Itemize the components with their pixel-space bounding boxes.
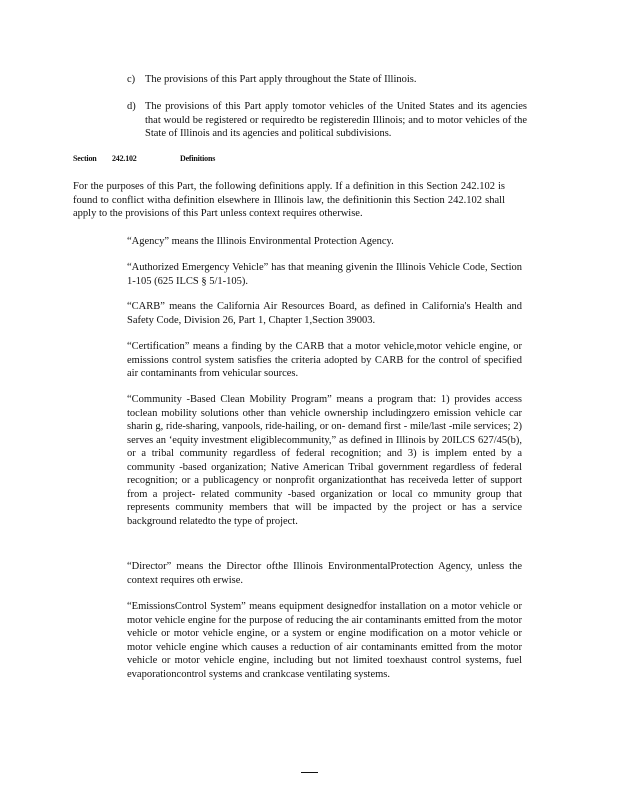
- footer-rule: [301, 772, 318, 773]
- definition-agency: “Agency” means the Illinois Environmental Protection Agency.: [127, 236, 394, 247]
- definition-community-based-clean-mobility-program: “Community -Based Clean Mobility Program” means a program that: 1) provides access toclean mobility solutions other than vehicle ownership includingzero emission vehicle car sharin g, ride-sharing, vanpools, ride-hailing, or on- demand first - mile/last -mile services; 2) serves an ‘equity investment eligiblecommunity,” as defined in Illinois by 20ILCS 627/45(b), or a tribal community regardless of federal recognition; and 3) is implem ented by a community -based organization; Native American Tribal government regardless of federal recognition; or a publicagency or nonprofit organizationthat has receiveda letter of support from a project- related community -based organization or local co mmunity group that represents community members that will be impacted by the project or has a service background relatedto the type of project.: [127, 394, 522, 527]
- section-label: Section: [73, 154, 97, 163]
- definition-director: “Director” means the Director ofthe Illinois EnvironmentalProtection Agency, unless the context requires oth erwise.: [127, 561, 522, 586]
- definition-emissions-control-system: “EmissionsControl System” means equipment designedfor installation on a motor vehicle or motor vehicle engine for the purpose of reducing the air contaminants emitted from the motor vehicle or motor vehicle engine, or a system or engine modification on a motor vehicle or motor vehicle engine which causes a reduction of air contaminants emitted from the motor vehicle or motor vehicle engine, including but not limited toexhaust control systems, fuel evaporationcontrol systems and crankcase ventilating systems.: [127, 601, 522, 680]
- list-marker: d): [127, 101, 136, 112]
- definition-carb: “CARB” means the California Air Resources Board, as defined in California's Health and Safety Code, Division 26, Part 1, Chapter 1,Section 39003.: [127, 301, 522, 326]
- definition-certification: “Certification” means a finding by the CARB that a motor vehicle,motor vehicle engine, or emissions control system satisfies the criteria adopted by CARB for the control of specified air contaminants from vehicular sources.: [127, 341, 522, 379]
- list-item-text: The provisions of this Part apply tomotor vehicles of the United States and its agencies that would be registered or requiredto be registeredin Illinois; and to motor vehicles of the State of Illinois and its agencies and political subdivisions.: [145, 101, 527, 139]
- list-item-d: [127, 100, 527, 141]
- section-title: Definitions: [180, 154, 216, 163]
- list-marker: c): [127, 74, 136, 85]
- list-item-c: [127, 73, 527, 87]
- list-item-text: The provisions of this Part apply throughout the State of Illinois.: [145, 74, 417, 85]
- intro-paragraph: For the purposes of this Part, the following definitions apply. If a definition in this Section 242.102 is found to conflict witha definition elsewhere in Illinois law, the definitionin this Section 242.102 shall apply to the provisions of this Part unless context requires otherwise.: [73, 181, 505, 219]
- section-number: 242.102: [112, 154, 137, 163]
- definition-authorized-emergency-vehicle: “Authorized Emergency Vehicle” has that meaning givenin the Illinois Vehicle Code, Section 1-105 (625 ILCS § 5/1-105).: [127, 262, 522, 287]
